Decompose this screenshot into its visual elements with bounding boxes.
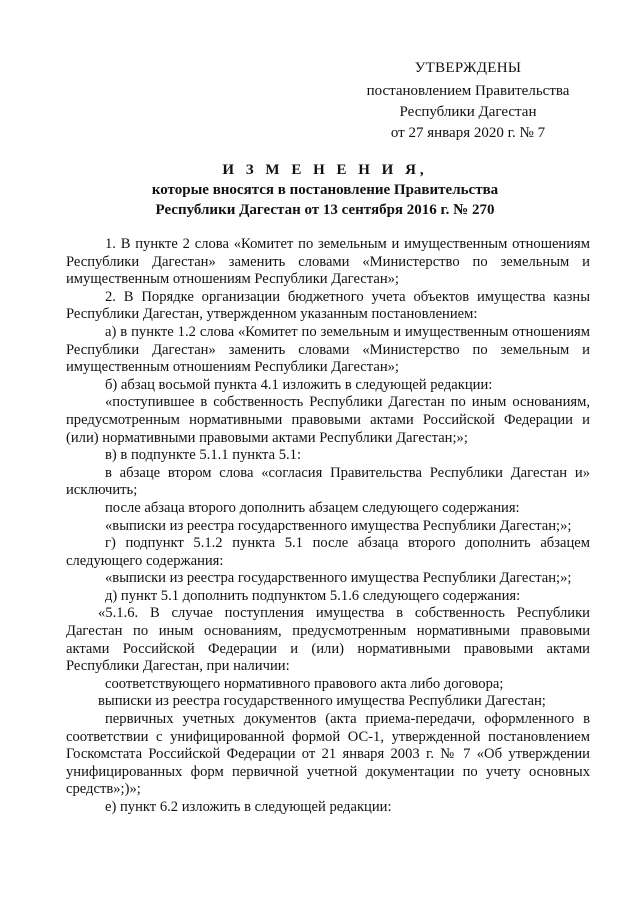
paragraph: в) в подпункте 5.1.1 пункта 5.1:: [105, 447, 301, 464]
approval-stamp: [348, 58, 588, 144]
title-main: И З М Е Н Е Н И Я,: [222, 162, 428, 178]
paragraph: 2. В Порядке организации бюджетного учета объектов имущества казны Республики Дагестан, утвержденном указанным постановлением:: [66, 288, 590, 323]
paragraph: е) пункт 6.2 изложить в следующей редакции:: [105, 799, 392, 815]
title-line-3: Республики Дагестан от 13 сентября 2016 г. № 270: [155, 202, 495, 218]
paragraph: выписки из реестра государственного имущества Республики Дагестан;: [98, 693, 546, 710]
title-line-2: которые вносятся в постановление Правительства: [151, 182, 499, 198]
paragraph: после абзаца второго дополнить абзацем следующего содержания:: [105, 499, 520, 516]
document-body: [66, 236, 590, 817]
approval-line-2: Республики Дагестан: [399, 104, 537, 120]
paragraph: «выписки из реестра государственного имущества Республики Дагестан;»;: [105, 570, 572, 587]
paragraph: в абзаце втором слова «согласия Правительства Республики Дагестан и» исключить;: [66, 464, 590, 499]
approval-line-1: постановлением Правительства: [366, 83, 570, 99]
document-title: [60, 160, 590, 220]
paragraph: первичных учетных документов (акта приема-передачи, оформленного в соответствии с унифицированной формой ОС-1, утвержденной постановлением Госкомстата Российской Федерации от 21 января 2003 г. № 7 «Об утверждении унифицированных форм первичной учетной документации по учету основных средств»;)»;: [66, 711, 590, 798]
paragraph: «поступившее в собственность Республики Дагестан по иным основаниям, предусмотренным нормативными правовыми актами Российской Федерации и (или) нормативными правовыми актами Республики Дагестан;»;: [66, 394, 590, 446]
paragraph: «5.1.6. В случае поступления имущества в собственность Республики Дагестан по иным основаниям, предусмотренным нормативными правовыми актами Российской Федерации и (или) нормативными правовыми актами Республики Дагестан, при наличии:: [66, 605, 590, 675]
paragraph: б) абзац восьмой пункта 4.1 изложить в следующей редакции:: [105, 376, 493, 393]
approval-heading: УТВЕРЖДЕНЫ: [414, 60, 522, 76]
paragraph: г) подпункт 5.1.2 пункта 5.1 после абзаца второго дополнить абзацем следующего содержания:: [66, 535, 590, 569]
paragraph: соответствующего нормативного правового акта либо договора;: [105, 675, 504, 692]
paragraph: а) в пункте 1.2 слова «Комитет по земельным и имущественным отношениям Республики Дагестан» заменить словами «Министерство по земельным и имущественным отношениям Республики Дагестан»;: [66, 323, 590, 376]
paragraph: д) пункт 5.1 дополнить подпунктом 5.1.6 следующего содержания:: [105, 587, 521, 604]
approval-line-3: от 27 января 2020 г. № 7: [390, 125, 546, 141]
paragraph: 1. В пункте 2 слова «Комитет по земельным и имущественным отношениям Республики Дагестан» заменить словами «Министерство по земельным и имущественным отношениям Республики Дагестан»;: [66, 236, 590, 288]
paragraph: «выписки из реестра государственного имущества Республики Дагестан;»;: [105, 517, 572, 534]
